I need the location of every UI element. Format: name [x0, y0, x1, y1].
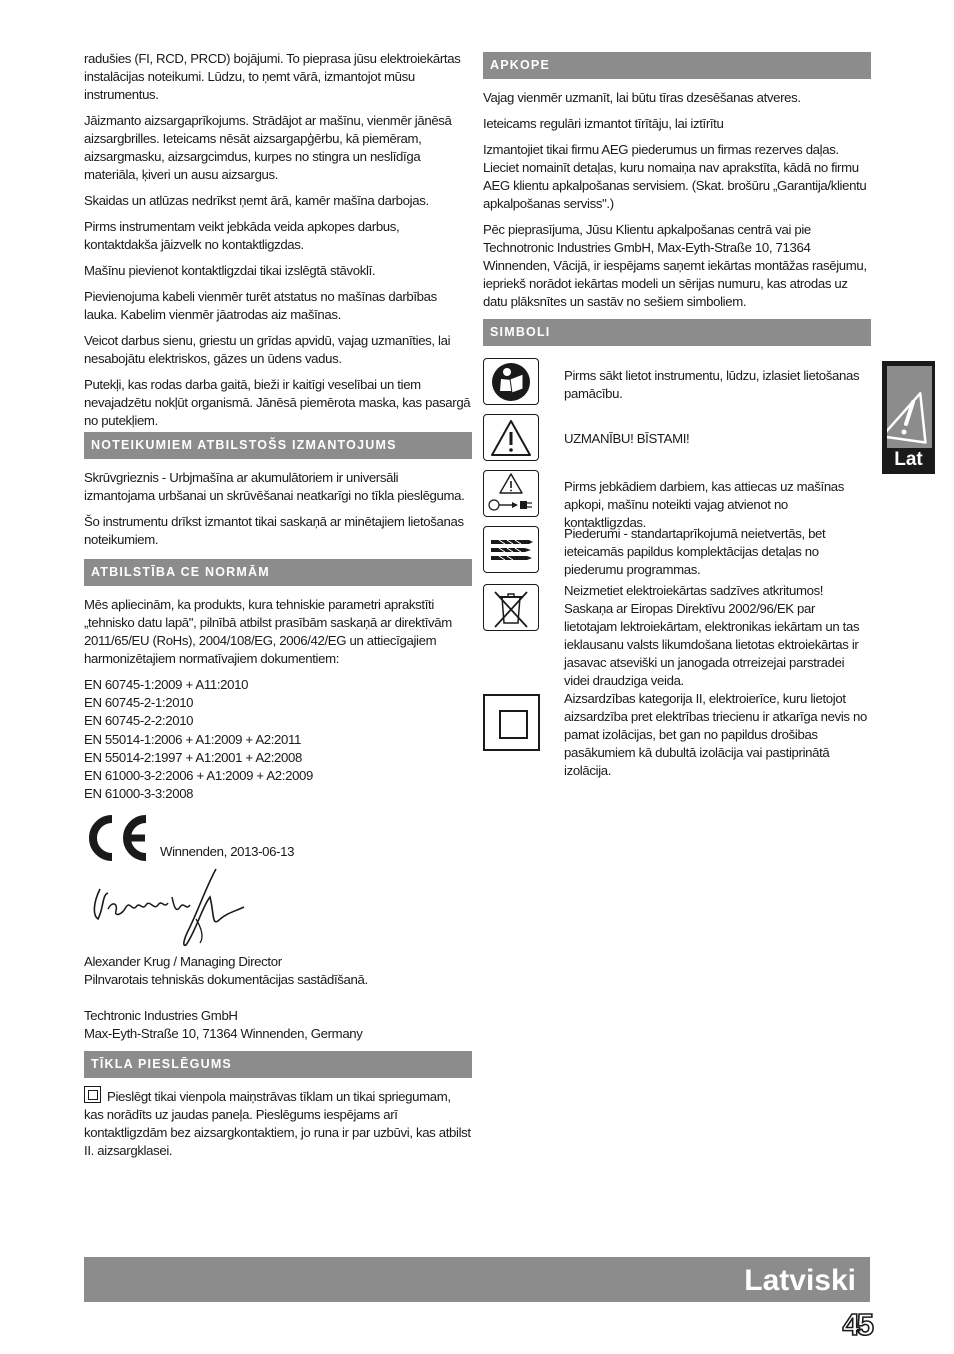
intended-use-paragraph: Šo instrumentu drīkst izmantot tikai saskaņā ar minētajiem lietošanas noteikumiem. — [84, 514, 464, 547]
warning-triangle-icon — [483, 414, 539, 461]
maintenance-paragraph: Vajag vienmēr uzmanīt, lai būtu tīras dzesēšanas atveres. — [483, 90, 801, 105]
mains-connection-heading: TĪKLA PIESLĒGUMS — [84, 1051, 472, 1078]
ce-mark-icon — [84, 815, 150, 861]
mains-connection-paragraph: Pieslēgt tikai vienpola maiņstrāvas tīklam un tikai spriegumam, kas norādīts uz jaudas paneļa. Pieslēgums iespējams arī kontaktligzdām bez aizsargkontaktiem, jo runa ir par uzbūvi, kas atbilst II. aizsargklasei. — [84, 1086, 472, 1160]
safety-paragraph: Mašīnu pievienot kontaktligzdai tikai izslēgtā stāvoklī. — [84, 263, 376, 278]
safety-paragraph: Veicot darbus sienu, griestu un grīdas apvidū, vajag uzmanīties, lai nesabojātu elektriskos, gāzes un ūdens vadus. — [84, 333, 451, 366]
read-manual-icon — [483, 358, 539, 405]
safety-paragraph: Pirms instrumentam veikt jebkāda veida apkopes darbus, kontaktdakšа jāizvelk no kontaktligzdas. — [84, 219, 400, 252]
standard-item: EN 60745-1:2009 + A11:2010 — [84, 677, 249, 692]
symbol-row — [483, 693, 871, 783]
safety-paragraph: Jāizmanto aizsargaprīkojums. Strādājot ar mašīnu, vienmēr jānēsā aizsargbrilles. Ieteicams nēsāt aizsargapģērbu, kā piemēram, aizsargmasku, aizsargcimdus, kurpes no stingra un neslīdīga materiāla, ķiveri un ausu aizsargus. — [84, 113, 452, 182]
symbols-list — [483, 358, 871, 783]
intended-use-heading: NOTEIKUMIEM ATBILSTOŠS IZMANTOJUMS — [84, 432, 472, 459]
ce-mark-row — [84, 815, 472, 861]
symbol-description: Piederumi - standartaprīkojumā neietvertās, bet ieteicamās papildus komplektācijas detaļas no piederumu programmas. — [564, 526, 826, 577]
protection-class-ii-icon — [483, 694, 540, 751]
page-number: 45 — [842, 1307, 871, 1342]
maintenance-paragraph: Izmantojiet tikai firmu AEG piederumus un firmas rezerves daļas. Lieciet nomainīt detaļas, kuru nomaiņa nav aprakstīta, kādā no firmu AEG klientu apkalpošanas servisiem. (Skat. brošūru „Garantija/klientu apkalpošanas serviss".) — [483, 142, 867, 211]
symbol-description: Aizsardzības kategorija II, elektroierīce, kuru lietojot aizsardzība pret elektrības triecienu ir atkarīga nevis no pamat izolācijas, bet gan no papildus drošibas pasākumiem kā dubultā izolācija vai pastiprinātā izolācija. — [564, 691, 867, 778]
symbol-description: Neizmetiet elektroiekārtas sadzīves atkritumos! Saskaņa ar Eiropas Direktīvu 2002/96/EK par lietotajam lektroiekārtam, elektronikas iekārtam un tas ieklausanu valsts likumdošana lietotas ektroiekārtas ir jasavac atseviški un janogada otrreizejai parstradei videi draudziga veida. — [564, 583, 860, 688]
symbol-description: Pirms sākt lietot instrumentu, lūdzu, izlasiet lietošanas pamācību. — [564, 368, 860, 401]
symbol-row — [483, 526, 871, 582]
place-date: Winnenden, 2013-06-13 — [160, 844, 295, 860]
language-side-tab — [882, 361, 935, 474]
standard-item: EN 60745-2-2:2010 — [84, 713, 194, 729]
signature-image — [86, 867, 472, 951]
unplug-before-work-icon — [483, 470, 539, 517]
maintenance-heading: APKOPE — [483, 52, 871, 79]
ce-conformity-paragraph: Mēs apliecinām, ka produkts, kura tehniskie parametri aprakstīti „tehnisko datu lapā", pilnībā atbilst prasībām saskaņā ar direktīvām 2011/65/EU (RoHs), 2004/108/EG, 2006/42/EG un attiecīgajiem harmonizētajiem normatīvajiem dokumentiem: — [84, 597, 452, 666]
signer-role: Pilnvarotais tehniskās dokumentācijas sastādīšanā. — [84, 972, 368, 988]
safety-paragraph: Skaidas un atlūzas nedrīkst ņemt ārā, kamēr mašīna darbojas. — [84, 193, 429, 208]
footer-language-bar: Latviski — [84, 1257, 870, 1302]
class-ii-small-icon — [84, 1086, 101, 1103]
warning-triangle-icon — [887, 366, 932, 448]
signer-name: Alexander Krug / Managing Director — [84, 954, 282, 970]
standard-item: EN 55014-1:2006 + A1:2009 + A2:2011 — [84, 731, 302, 747]
handwritten-signature-icon — [86, 867, 246, 951]
left-column — [84, 50, 472, 1168]
language-tab-label: Lat — [894, 449, 923, 470]
safety-paragraph: Putekļi, kas rodas darba gaitā, bieži ir kaitīgi veselībai un tiem nevajadzētu nokļūt organismā. Jānēsā piemērota maska, kas pasargā no putekļiem. — [84, 377, 471, 428]
standard-item: EN 60745-2-1:2010 — [84, 695, 194, 711]
standard-item: EN 55014-2:1997 + A1:2001 + A2:2008 — [84, 749, 302, 765]
symbol-row — [483, 414, 871, 470]
symbol-description: UZMANĪBU! BĪSTAMI! — [564, 431, 690, 446]
ce-conformity-heading: ATBILSTĪBA CE NORMĀM — [84, 559, 472, 586]
signer-block — [84, 953, 472, 1043]
standard-item: EN 61000-3-2:2006 + A1:2009 + A2:2009 — [84, 768, 314, 784]
accessories-icon — [483, 526, 539, 573]
right-column — [483, 52, 871, 783]
symbol-description: Pirms jebkādiem darbiem, kas attiecas uz mašīnas apkopi, mašīnu noteikti vajag atvienot no kontaktligzdas. — [564, 479, 845, 530]
standard-item: EN 61000-3-3:2008 — [84, 786, 194, 802]
company-address: Max-Eyth-Straße 10, 71364 Winnenden, Germany — [84, 1026, 363, 1042]
symbol-row — [483, 358, 871, 414]
symbol-row — [483, 470, 871, 530]
safety-paragraph: Pievienojuma kabeli vienmēr turēt atstatus no mašīnas darbības lauka. Kabelim vienmēr jāatrodas aiz mašīnas. — [84, 289, 437, 322]
intended-use-paragraph: Skrūvgrieznis - Urbjmašīna ar akumulātoriem ir universāli izmantojama urbšanai un skrūvēšanai neatkarīgi no tīkla pieslēguma. — [84, 470, 465, 503]
symbol-row — [483, 582, 871, 693]
maintenance-paragraph: Ieteicams regulāri izmantot tīrītāju, lai iztīrītu — [483, 116, 724, 131]
crossed-bin-icon — [483, 584, 539, 631]
safety-paragraph: radušies (FI, RCD, PRCD) bojājumi. To pieprasa jūsu elektroiekārtas instalācijas noteikumi. Lūdzu, to ņemt vārā, izmantojot mūsu instrumentus. — [84, 51, 461, 102]
standards-list — [84, 676, 472, 803]
maintenance-paragraph: Pēc pieprasījuma, Jūsu Klientu apkalpošanas centrā vai pie Technotronic Industries GmbH, Max-Eyth-Straße 10, 71364 Winnenden, Vācijā, ir iespējams saņemt iekārtas montāžas rasējumu, iepriekš norādot iekārtas modeli un sērijas numuru, kas atrodas uz datu plāksnītes un sastāv no sešiem simboliem. — [483, 222, 867, 309]
side-tab-warning-panel — [887, 366, 932, 448]
company-name: Techtronic Industries GmbH — [84, 1008, 238, 1024]
symbols-heading: SIMBOLI — [483, 319, 871, 346]
